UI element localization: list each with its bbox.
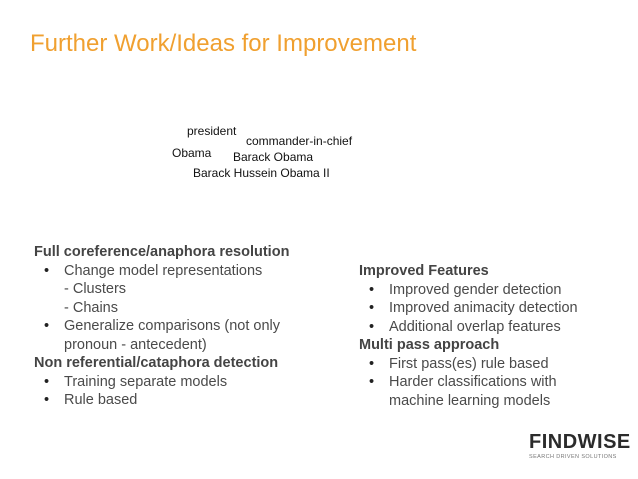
- logo-wordmark: FINDWISE: [529, 431, 631, 453]
- heading-coreference: Full coreference/anaphora resolution: [34, 244, 290, 260]
- list-item: • First pass(es) rule based: [359, 355, 629, 374]
- heading-improved-features: Improved Features: [359, 263, 489, 279]
- name-obama: Obama: [172, 146, 212, 160]
- name-president: president: [187, 124, 237, 138]
- list-item-continuation: pronoun - antecedent): [64, 336, 207, 353]
- sub-item-clusters: - Clusters: [64, 281, 127, 297]
- list-item: • Additional overlap features: [359, 318, 629, 337]
- name-commander-in-chief: commander-in-chief: [246, 134, 353, 148]
- list-item: • Improved animacity detection: [359, 299, 629, 318]
- features-list: [359, 281, 629, 337]
- comparison-list: [34, 317, 334, 336]
- findwise-logo: [529, 431, 631, 460]
- name-barack-hussein-obama: Barack Hussein Obama II: [193, 166, 330, 180]
- list-item: • Harder classifications with: [359, 373, 629, 392]
- left-column: [34, 243, 334, 410]
- heading-cataphora: Non referential/cataphora detection: [34, 355, 279, 371]
- list-item: • Rule based: [34, 391, 334, 410]
- sub-item-chains: - Chains: [64, 299, 118, 316]
- right-column: [359, 262, 629, 410]
- list-item: • Change model representations: [34, 262, 334, 281]
- list-item: • Improved gender detection: [359, 281, 629, 300]
- slide-title: Further Work/Ideas for Improvement: [30, 30, 417, 57]
- logo-tagline: SEARCH DRIVEN SOLUTIONS: [529, 454, 617, 460]
- coreference-list: [34, 262, 334, 281]
- list-item: • Training separate models: [34, 373, 334, 392]
- list-item: • Generalize comparisons (not only: [34, 317, 334, 336]
- list-item-continuation: machine learning models: [389, 392, 551, 409]
- heading-multi-pass: Multi pass approach: [359, 337, 500, 353]
- multi-pass-list: [359, 355, 629, 392]
- cataphora-list: [34, 373, 334, 410]
- name-barack-obama: Barack Obama: [233, 150, 314, 164]
